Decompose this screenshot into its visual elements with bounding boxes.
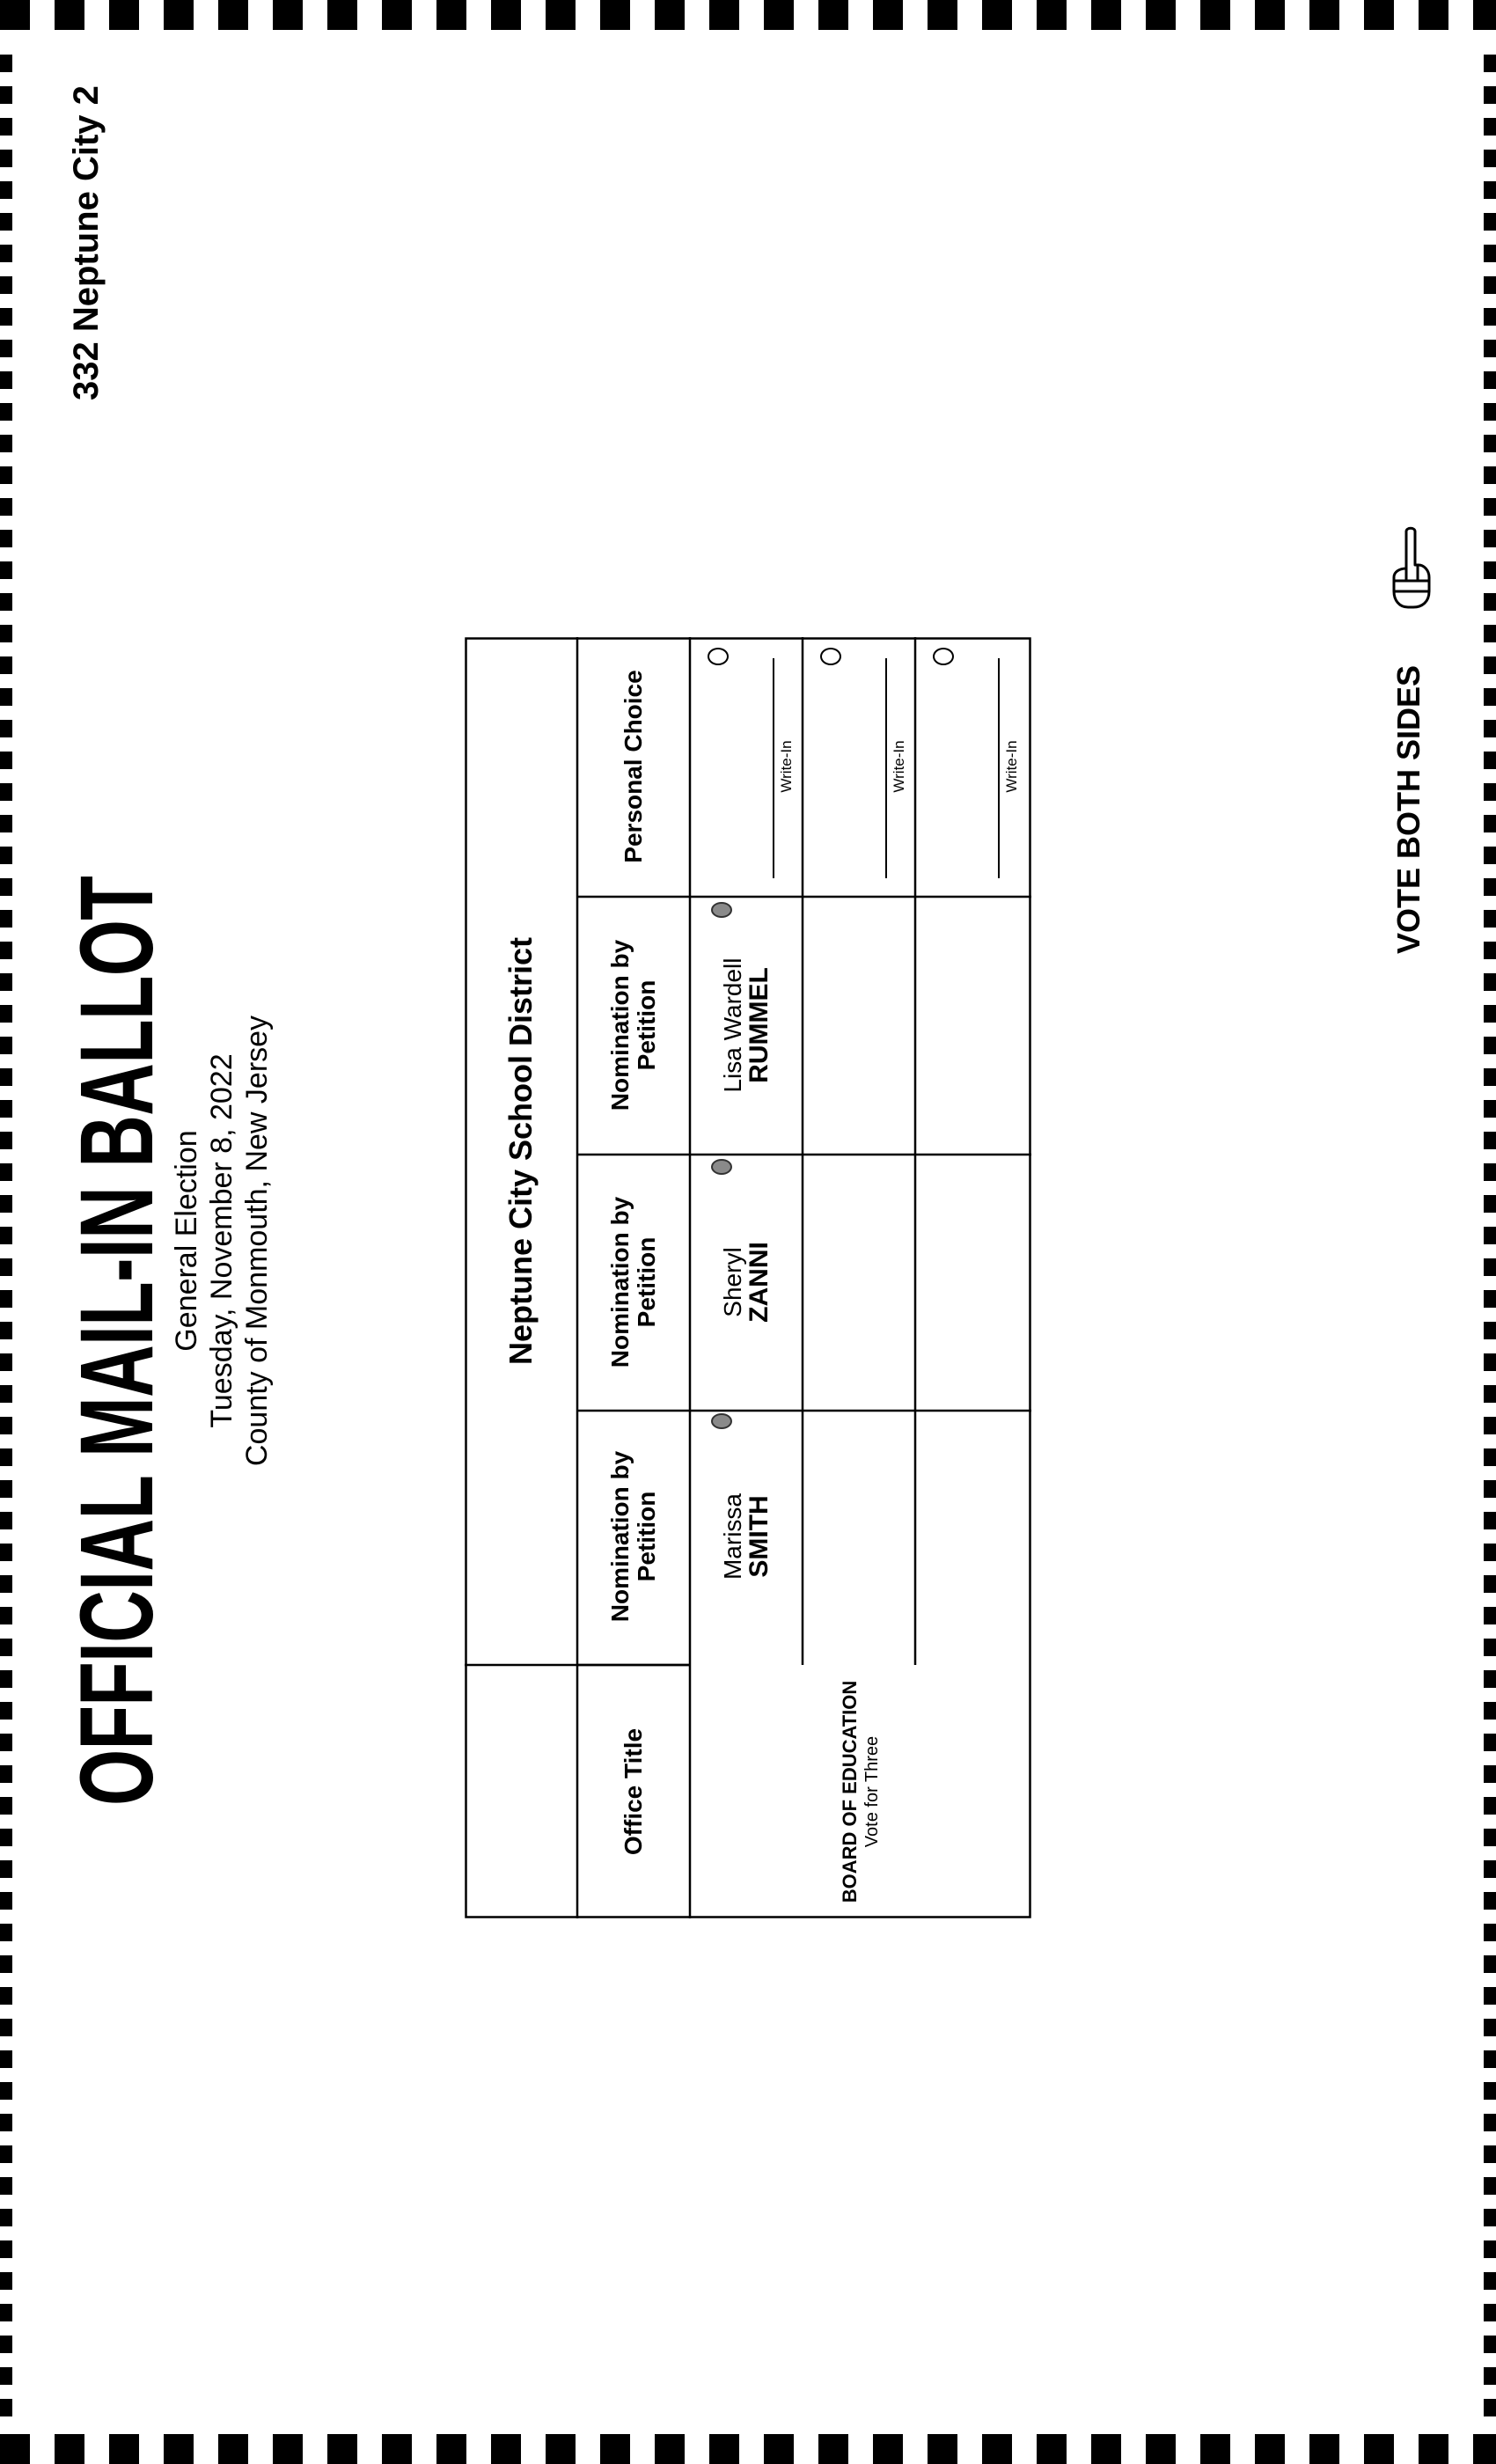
timing-mark [1484, 1037, 1496, 1054]
timing-mark [0, 752, 12, 769]
write-in-line[interactable] [885, 658, 887, 878]
timing-mark [0, 1353, 12, 1371]
timing-mark [1364, 2434, 1394, 2464]
office-name-text: BOARD OF EDUCATION [839, 1680, 861, 1903]
timing-mark [1484, 1702, 1496, 1720]
timing-mark [0, 86, 12, 104]
timing-mark [0, 1765, 12, 1783]
timing-mark [1484, 878, 1496, 896]
timing-mark [0, 2304, 12, 2321]
timing-mark [218, 2434, 248, 2464]
timing-mark [1473, 0, 1496, 30]
timing-mark [873, 2434, 903, 2464]
timing-mark [0, 1797, 12, 1815]
election-info [169, 986, 275, 1496]
vote-oval[interactable] [711, 902, 732, 918]
timing-mark [1484, 1068, 1496, 1086]
timing-mark [0, 371, 12, 389]
timing-mark [0, 1955, 12, 1973]
timing-mark [1484, 2209, 1496, 2226]
timing-mark [546, 2434, 576, 2464]
timing-mark [0, 530, 12, 547]
timing-mark [1484, 340, 1496, 357]
timing-mark [0, 783, 12, 801]
ballot-title [59, 478, 175, 1806]
timing-mark [1484, 1417, 1496, 1434]
timing-mark [1484, 752, 1496, 769]
timing-mark [0, 1037, 12, 1054]
timing-mark [655, 2434, 685, 2464]
timing-mark [1484, 181, 1496, 199]
timing-mark [273, 0, 303, 30]
timing-mark [0, 181, 12, 199]
timing-mark [1484, 1353, 1496, 1371]
timing-mark [1484, 530, 1496, 547]
timing-mark [0, 2019, 12, 2036]
timing-mark [1309, 0, 1339, 30]
timing-mark [0, 55, 12, 72]
timing-mark [0, 118, 12, 136]
timing-mark [1484, 1955, 1496, 1973]
candidate-2 [690, 1155, 803, 1411]
timing-mark [273, 2434, 303, 2464]
office-title-header [577, 1665, 690, 1918]
timing-mark [1484, 1765, 1496, 1783]
timing-mark [0, 340, 12, 357]
write-in-line[interactable] [998, 658, 1000, 878]
timing-mark [600, 2434, 630, 2464]
timing-mark [327, 2434, 357, 2464]
timing-mark [1484, 1258, 1496, 1276]
timing-mark [818, 2434, 848, 2464]
timing-mark [1484, 2336, 1496, 2353]
timing-mark [1484, 973, 1496, 991]
timing-mark [546, 0, 576, 30]
timing-mark [0, 2336, 12, 2353]
timing-mark [764, 0, 794, 30]
timing-mark [1484, 245, 1496, 262]
timing-mark [436, 0, 466, 30]
timing-mark [1484, 1734, 1496, 1751]
timing-mark [0, 561, 12, 579]
timing-mark [218, 0, 248, 30]
timing-mark [1484, 1448, 1496, 1466]
timing-mark [0, 1068, 12, 1086]
timing-mark [0, 2240, 12, 2258]
district-heading [468, 637, 574, 1665]
timing-mark [0, 1132, 12, 1149]
timing-mark [1484, 1005, 1496, 1023]
timing-mark [1484, 688, 1496, 706]
timing-mark [0, 1100, 12, 1118]
timing-mark [0, 942, 12, 959]
timing-mark [1484, 213, 1496, 231]
timing-mark [0, 1670, 12, 1688]
timing-mark [1484, 2240, 1496, 2258]
timing-mark [109, 0, 139, 30]
timing-mark [1419, 0, 1448, 30]
timing-mark [0, 1607, 12, 1624]
timing-mark [1091, 2434, 1121, 2464]
timing-mark [0, 0, 30, 30]
write-in-label [889, 656, 910, 876]
timing-mark [0, 466, 12, 484]
timing-mark [0, 878, 12, 896]
timing-mark [491, 0, 521, 30]
timing-mark [1484, 1512, 1496, 1529]
pointing-hand-icon [1389, 526, 1434, 611]
timing-mark [1484, 466, 1496, 484]
timing-mark [0, 656, 12, 674]
timing-mark [0, 1512, 12, 1529]
timing-mark [0, 1987, 12, 2005]
timing-mark [1484, 1322, 1496, 1339]
timing-mark [1200, 0, 1230, 30]
timing-mark [0, 2114, 12, 2131]
timing-mark [1484, 2082, 1496, 2100]
timing-mark [1484, 371, 1496, 389]
timing-mark [0, 1227, 12, 1244]
timing-mark [0, 720, 12, 737]
timing-mark [1484, 593, 1496, 611]
timing-mark [1484, 2367, 1496, 2385]
candidate-1 [690, 1409, 803, 1665]
timing-mark [600, 0, 630, 30]
column-header-3 [577, 898, 690, 1154]
timing-mark [655, 0, 685, 30]
timing-mark [1484, 2177, 1496, 2195]
timing-mark [709, 0, 739, 30]
timing-mark [0, 403, 12, 421]
timing-mark [1484, 2114, 1496, 2131]
timing-mark [1484, 403, 1496, 421]
timing-mark [1484, 1829, 1496, 1846]
column-header-1 [577, 1409, 690, 1665]
timing-mark [0, 1005, 12, 1023]
candidate-first-name: Lisa Wardell [719, 957, 746, 1093]
timing-mark [109, 2434, 139, 2464]
timing-mark [1484, 1670, 1496, 1688]
timing-mark [1484, 1385, 1496, 1403]
candidate-first-name: Marissa [719, 1493, 746, 1580]
timing-mark [1484, 1607, 1496, 1624]
timing-mark [0, 1924, 12, 1941]
timing-mark [982, 2434, 1012, 2464]
timing-mark [1484, 910, 1496, 928]
timing-mark [0, 213, 12, 231]
timing-mark [0, 1163, 12, 1181]
timing-mark [327, 0, 357, 30]
office-instruction: Vote for Three [862, 1735, 882, 1848]
timing-mark [164, 2434, 194, 2464]
timing-mark [0, 1829, 12, 1846]
candidate-3 [690, 898, 803, 1154]
timing-mark [436, 2434, 466, 2464]
timing-mark [1484, 498, 1496, 516]
timing-mark [1309, 2434, 1339, 2464]
personal-choice-header [577, 638, 690, 896]
ballot-title-text: OFFICIAL MAIL-IN BALLOT [59, 876, 175, 1806]
column-header-line1: Nomination by [606, 1450, 634, 1623]
write-in-line[interactable] [773, 658, 774, 878]
timing-mark [164, 0, 194, 30]
timing-mark [0, 1860, 12, 1878]
write-in-label [1001, 656, 1023, 876]
timing-mark [0, 150, 12, 167]
write-in-oval[interactable] [820, 648, 841, 665]
timing-mark [1484, 2272, 1496, 2290]
timing-mark [1484, 2304, 1496, 2321]
timing-mark [0, 1892, 12, 1910]
timing-mark [1364, 0, 1394, 30]
timing-mark [0, 2434, 30, 2464]
timing-mark [1146, 0, 1176, 30]
write-in-oval[interactable] [933, 648, 954, 665]
timing-mark [1484, 1860, 1496, 1878]
timing-mark [1255, 2434, 1285, 2464]
timing-mark [0, 2272, 12, 2290]
column-header-line2: Petition [633, 1491, 660, 1582]
timing-mark [491, 2434, 521, 2464]
candidate-last-name: RUMMEL [744, 967, 774, 1083]
timing-mark [1146, 2434, 1176, 2464]
timing-mark [1484, 783, 1496, 801]
timing-mark [1484, 276, 1496, 294]
timing-mark [55, 0, 84, 30]
office-title-header-text: Office Title [620, 1727, 647, 1856]
column-header-line1: Nomination by [606, 1196, 634, 1368]
timing-mark [928, 2434, 957, 2464]
timing-mark [55, 2434, 84, 2464]
timing-mark [1484, 1924, 1496, 1941]
timing-mark [1484, 1290, 1496, 1308]
timing-mark [1484, 561, 1496, 579]
timing-mark [0, 2367, 12, 2385]
timing-mark [0, 625, 12, 642]
column-header-2 [577, 1155, 690, 1411]
timing-mark [0, 815, 12, 832]
timing-mark [1484, 308, 1496, 326]
timing-mark [1091, 0, 1121, 30]
timing-mark [0, 1322, 12, 1339]
election-date: Tuesday, November 8, 2022 [205, 1053, 238, 1428]
timing-mark [1484, 1132, 1496, 1149]
timing-mark [873, 0, 903, 30]
timing-mark [1484, 625, 1496, 642]
office-name [690, 1665, 1031, 1918]
timing-mark [1484, 1987, 1496, 2005]
timing-mark [818, 0, 848, 30]
timing-mark [1484, 1227, 1496, 1244]
timing-mark [1484, 1575, 1496, 1593]
timing-mark [709, 2434, 739, 2464]
timing-mark [0, 498, 12, 516]
district-label: 332 Neptune City 2 [67, 85, 106, 400]
timing-mark [0, 847, 12, 864]
personal-choice-header-text: Personal Choice [620, 670, 647, 863]
timing-mark [1037, 2434, 1067, 2464]
timing-mark [1484, 720, 1496, 737]
timing-mark [0, 973, 12, 991]
timing-mark [0, 1195, 12, 1213]
timing-mark [0, 1734, 12, 1751]
write-in-label-text: Write-In [891, 740, 907, 793]
timing-mark [1484, 847, 1496, 864]
timing-mark [1484, 55, 1496, 72]
timing-mark [1484, 942, 1496, 959]
timing-mark [1419, 2434, 1448, 2464]
timing-mark [1484, 1797, 1496, 1815]
timing-mark [0, 593, 12, 611]
timing-mark [0, 1480, 12, 1498]
timing-mark [0, 435, 12, 452]
column-header-line1: Nomination by [606, 939, 634, 1111]
timing-mark [0, 1417, 12, 1434]
timing-mark [928, 0, 957, 30]
column-header-line2: Petition [633, 1236, 660, 1328]
timing-mark [0, 2082, 12, 2100]
candidate-last-name: ZANNI [744, 1242, 774, 1323]
timing-mark [0, 2209, 12, 2226]
write-in-oval[interactable] [708, 648, 729, 665]
write-in-label [776, 656, 797, 876]
timing-mark [1484, 656, 1496, 674]
timing-mark [1484, 2019, 1496, 2036]
timing-mark [1484, 1480, 1496, 1498]
timing-mark [1200, 2434, 1230, 2464]
timing-mark [0, 910, 12, 928]
timing-mark [0, 276, 12, 294]
timing-mark [0, 688, 12, 706]
timing-mark [1484, 118, 1496, 136]
timing-mark [382, 0, 412, 30]
timing-mark [1484, 1544, 1496, 1561]
timing-mark [1484, 815, 1496, 832]
timing-mark [0, 1575, 12, 1593]
timing-mark [1484, 1163, 1496, 1181]
timing-mark [1484, 1195, 1496, 1213]
timing-mark [764, 2434, 794, 2464]
vote-oval[interactable] [711, 1413, 732, 1429]
timing-mark [0, 1385, 12, 1403]
timing-mark [0, 2145, 12, 2163]
timing-mark [0, 245, 12, 262]
timing-mark [1473, 2434, 1496, 2464]
timing-mark [0, 1258, 12, 1276]
timing-mark [1484, 1639, 1496, 1656]
candidate-first-name: Sheryl [719, 1247, 746, 1317]
timing-mark [1484, 2050, 1496, 2068]
timing-mark [1255, 0, 1285, 30]
timing-mark [382, 2434, 412, 2464]
timing-mark [0, 1290, 12, 1308]
column-header-line2: Petition [633, 979, 660, 1071]
timing-mark [0, 1702, 12, 1720]
timing-mark [1484, 1100, 1496, 1118]
timing-mark [1484, 150, 1496, 167]
timing-mark [0, 2399, 12, 2416]
timing-mark [1484, 2145, 1496, 2163]
vote-both-sides: VOTE BOTH SIDES [1390, 664, 1426, 954]
district-heading-text: Neptune City School District [502, 936, 539, 1366]
election-name: General Election [170, 1130, 203, 1352]
timing-mark [0, 1448, 12, 1466]
timing-mark [0, 1544, 12, 1561]
vote-oval[interactable] [711, 1159, 732, 1175]
timing-mark [1484, 1892, 1496, 1910]
candidate-last-name: SMITH [744, 1495, 774, 1578]
timing-mark [1037, 0, 1067, 30]
timing-mark [0, 1639, 12, 1656]
timing-mark [0, 308, 12, 326]
timing-mark [1484, 435, 1496, 452]
timing-mark [1484, 86, 1496, 104]
write-in-label-text: Write-In [778, 740, 795, 793]
election-county: County of Monmouth, New Jersey [240, 1015, 274, 1467]
write-in-label-text: Write-In [1003, 740, 1020, 793]
timing-mark [982, 0, 1012, 30]
timing-mark [1484, 2399, 1496, 2416]
timing-mark [0, 2050, 12, 2068]
timing-mark [0, 2177, 12, 2195]
